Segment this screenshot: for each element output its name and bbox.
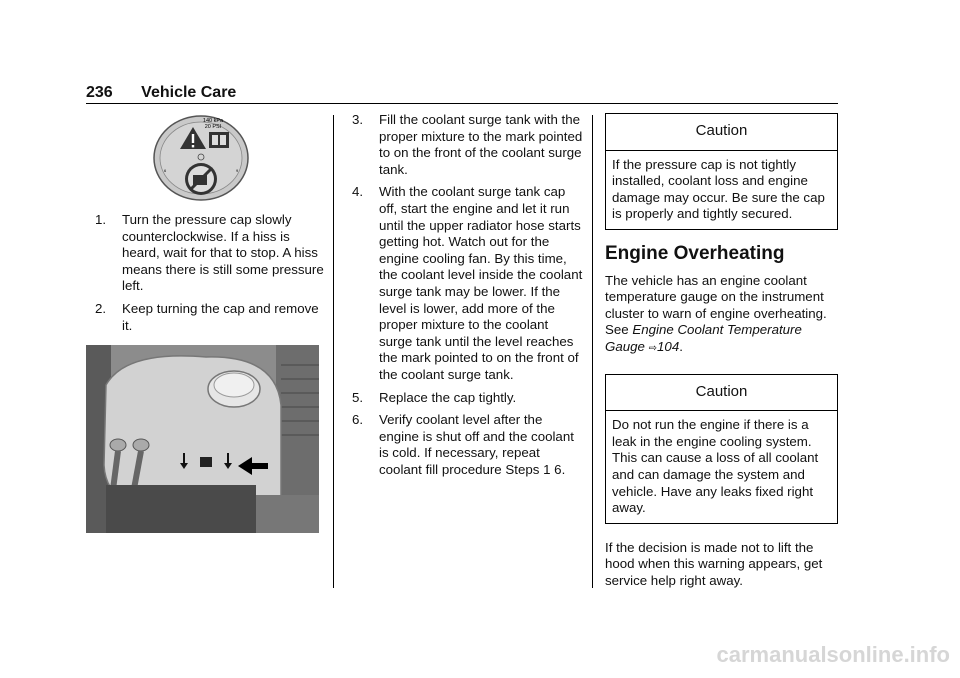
caution-title: Caution xyxy=(606,375,837,412)
right-column xyxy=(605,113,838,589)
middle-column xyxy=(352,112,584,484)
section-heading: Engine Overheating xyxy=(605,242,785,264)
pressure-label-kpa: 140 kPa xyxy=(202,118,224,124)
step-number: 6. xyxy=(352,412,364,428)
step-number: 1. xyxy=(95,212,107,227)
paragraph-text: The vehicle has an engine coolant temperature gauge on the instrument cluster to warn of engine overheating. See xyxy=(605,272,827,338)
pressure-cap-illustration xyxy=(153,115,249,201)
step-item xyxy=(352,112,584,178)
page-ref-arrow-icon: ⇨ xyxy=(648,342,658,354)
svg-text:6: 6 xyxy=(164,168,167,173)
step-number: 2. xyxy=(95,300,107,316)
caution-box-1 xyxy=(605,113,838,230)
caution-title: Caution xyxy=(606,114,837,151)
step-text: With the coolant surge tank cap off, start the engine and let it run until the upper radiator hose starts getting hot. Watch out for the engine cooling fan. By this time, the coolant level inside the coolant surge tank may be lower. If the level is lower, add more of the proper mixture to the coolant surge tank until the level reaches the mark pointed to on the front of the coolant surge tank. xyxy=(379,184,583,382)
caution-body: If the pressure cap is not tightly installed, coolant loss and engine damage may occur. Be sure the cap is properly and tightly secured. xyxy=(612,156,825,222)
step-number: 5. xyxy=(352,389,364,405)
step-item xyxy=(352,184,584,383)
watermark: carmanualsonline.info xyxy=(716,642,950,667)
step-text: Keep turning the cap and remove it. xyxy=(122,300,319,333)
step-number: 4. xyxy=(352,184,364,200)
page-ref-number[interactable]: 104 xyxy=(657,338,680,354)
do-not-open-hot-icon xyxy=(185,163,217,195)
pressure-label-psi: 20 PSI xyxy=(204,124,222,130)
caution-body: Do not run the engine if there is a leak in the engine cooling system. This can cause a loss of all coolant and can damage the system and vehicle. Have any leaks fixed right away. xyxy=(612,417,819,516)
column-divider-1 xyxy=(333,115,334,588)
step-text: Turn the pressure cap slowly counterclockwise. If a hiss is heard, wait for that to stop. A hiss means there is still some pressure left. xyxy=(122,212,324,294)
step-number: 3. xyxy=(352,112,364,127)
section-title: Vehicle Care xyxy=(141,84,237,101)
column-divider-2 xyxy=(592,115,593,588)
step-item xyxy=(352,390,584,407)
svg-text:9: 9 xyxy=(236,168,239,173)
step-item xyxy=(352,412,584,478)
header-rule xyxy=(86,103,838,104)
closing-paragraph: If the decision is made not to lift the hood when this warning appears, get service help right away. xyxy=(605,539,823,588)
step-text: Verify coolant level after the engine is shut off and the coolant is cold. If necessary, repeat coolant fill procedure Steps 1 6. xyxy=(379,412,574,477)
paragraph-end: . xyxy=(679,338,683,354)
step-item xyxy=(95,301,325,334)
coolant-surge-tank-photo xyxy=(86,345,319,533)
step-text: Fill the coolant surge tank with the proper mixture to the mark pointed to on the front of the coolant surge tank. xyxy=(379,112,583,177)
step-text: Replace the cap tightly. xyxy=(379,389,517,405)
cross-reference-link[interactable]: Engine Coolant Temperature Gauge xyxy=(605,322,802,354)
left-column xyxy=(95,212,325,340)
page-header xyxy=(86,84,236,102)
step-item xyxy=(95,212,325,295)
page-number: 236 xyxy=(86,84,113,101)
manual-book-icon xyxy=(209,132,229,148)
overheating-paragraph xyxy=(605,273,838,358)
caution-box-2 xyxy=(605,374,838,524)
